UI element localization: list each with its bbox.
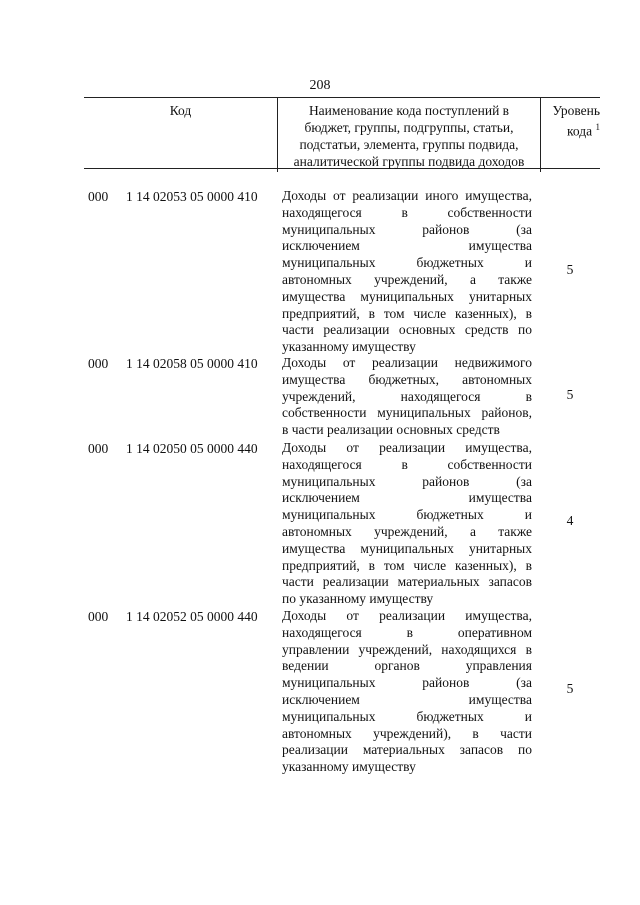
budget-classification-code: 1 14 02058 05 0000 410 bbox=[126, 356, 258, 371]
header-level-line1: Уровень bbox=[552, 103, 600, 118]
header-name-line: аналитической группы подвида доходов bbox=[293, 154, 525, 169]
description-line: Доходы от реализации иного имущества, bbox=[282, 188, 532, 203]
header-name bbox=[278, 98, 541, 172]
description-line: реализации материальных запасов по bbox=[282, 742, 532, 758]
description-line: исключением имущества bbox=[282, 238, 532, 254]
description-line: муниципальных районов (за bbox=[282, 675, 532, 691]
revenue-description bbox=[282, 440, 532, 608]
header-name-line: Наименование кода поступлений в bbox=[308, 103, 510, 118]
description-line: муниципальных бюджетных и bbox=[282, 708, 532, 724]
code-level: 5 bbox=[566, 262, 574, 277]
description-line: автономных учреждений, а также bbox=[282, 523, 532, 539]
description-line: собственности муниципальных районов, bbox=[282, 405, 532, 421]
admin-code: 000 bbox=[88, 441, 109, 456]
header-code: Код bbox=[84, 98, 278, 172]
description-line: автономных учреждений, а также bbox=[282, 271, 532, 287]
code-level: 4 bbox=[566, 513, 574, 528]
revenue-description bbox=[282, 355, 532, 439]
code-level: 5 bbox=[566, 387, 574, 402]
description-line: в части реализации основных средств bbox=[282, 422, 500, 438]
budget-classification-code: 1 14 02052 05 0000 440 bbox=[126, 609, 258, 624]
admin-code: 000 bbox=[88, 189, 109, 204]
footnote-marker: 1 bbox=[595, 122, 600, 132]
description-line: находящегося в оперативном bbox=[282, 624, 532, 640]
description-line: имущества муниципальных унитарных bbox=[282, 288, 532, 304]
header-name-line: подстатьи, элемента, группы подвида, bbox=[299, 137, 519, 152]
description-line: имущества муниципальных унитарных bbox=[282, 540, 532, 556]
revenue-description bbox=[282, 608, 532, 776]
description-line: муниципальных бюджетных и bbox=[282, 255, 532, 271]
header-level bbox=[541, 98, 600, 172]
header-level-line2 bbox=[541, 119, 600, 140]
description-line: по указанному имуществу bbox=[282, 591, 434, 607]
description-line: автономных учреждений), в части bbox=[282, 725, 532, 741]
description-line: имущества бюджетных, автономных bbox=[282, 371, 532, 387]
description-line: находящегося в собственности bbox=[282, 204, 532, 220]
admin-code: 000 bbox=[88, 609, 109, 624]
description-line: части реализации материальных запасов bbox=[282, 574, 532, 590]
description-line: указанному имуществу bbox=[282, 759, 416, 775]
budget-classification-code: 1 14 02053 05 0000 410 bbox=[126, 189, 258, 204]
description-line: предприятий, в том числе казенных), в bbox=[282, 305, 532, 321]
table-header bbox=[84, 97, 600, 169]
revenue-description bbox=[282, 188, 532, 356]
header-level-label: кода bbox=[567, 123, 593, 139]
header-name-line: бюджет, группы, подгруппы, статьи, bbox=[304, 120, 514, 135]
description-line: находящегося в собственности bbox=[282, 456, 532, 472]
admin-code: 000 bbox=[88, 356, 109, 371]
description-line: муниципальных районов (за bbox=[282, 221, 532, 237]
description-line: учреждений, находящегося в bbox=[282, 388, 532, 404]
description-line: исключением имущества bbox=[282, 691, 532, 707]
description-line: части реализации основных средств по bbox=[282, 322, 532, 338]
description-line: муниципальных районов (за bbox=[282, 473, 532, 489]
description-line: указанному имуществу bbox=[282, 339, 416, 355]
description-line: предприятий, в том числе казенных), в bbox=[282, 557, 532, 573]
budget-classification-code: 1 14 02050 05 0000 440 bbox=[126, 441, 258, 456]
description-line: ведении органов управления bbox=[282, 658, 532, 674]
code-level: 5 bbox=[566, 681, 574, 696]
description-line: муниципальных бюджетных и bbox=[282, 507, 532, 523]
description-line: управлении учреждений, находящихся в bbox=[282, 641, 532, 657]
description-line: Доходы от реализации недвижимого bbox=[282, 355, 532, 370]
page-number: 208 bbox=[309, 78, 331, 93]
description-line: Доходы от реализации имущества, bbox=[282, 608, 532, 623]
description-line: исключением имущества bbox=[282, 490, 532, 506]
description-line: Доходы от реализации имущества, bbox=[282, 440, 532, 455]
